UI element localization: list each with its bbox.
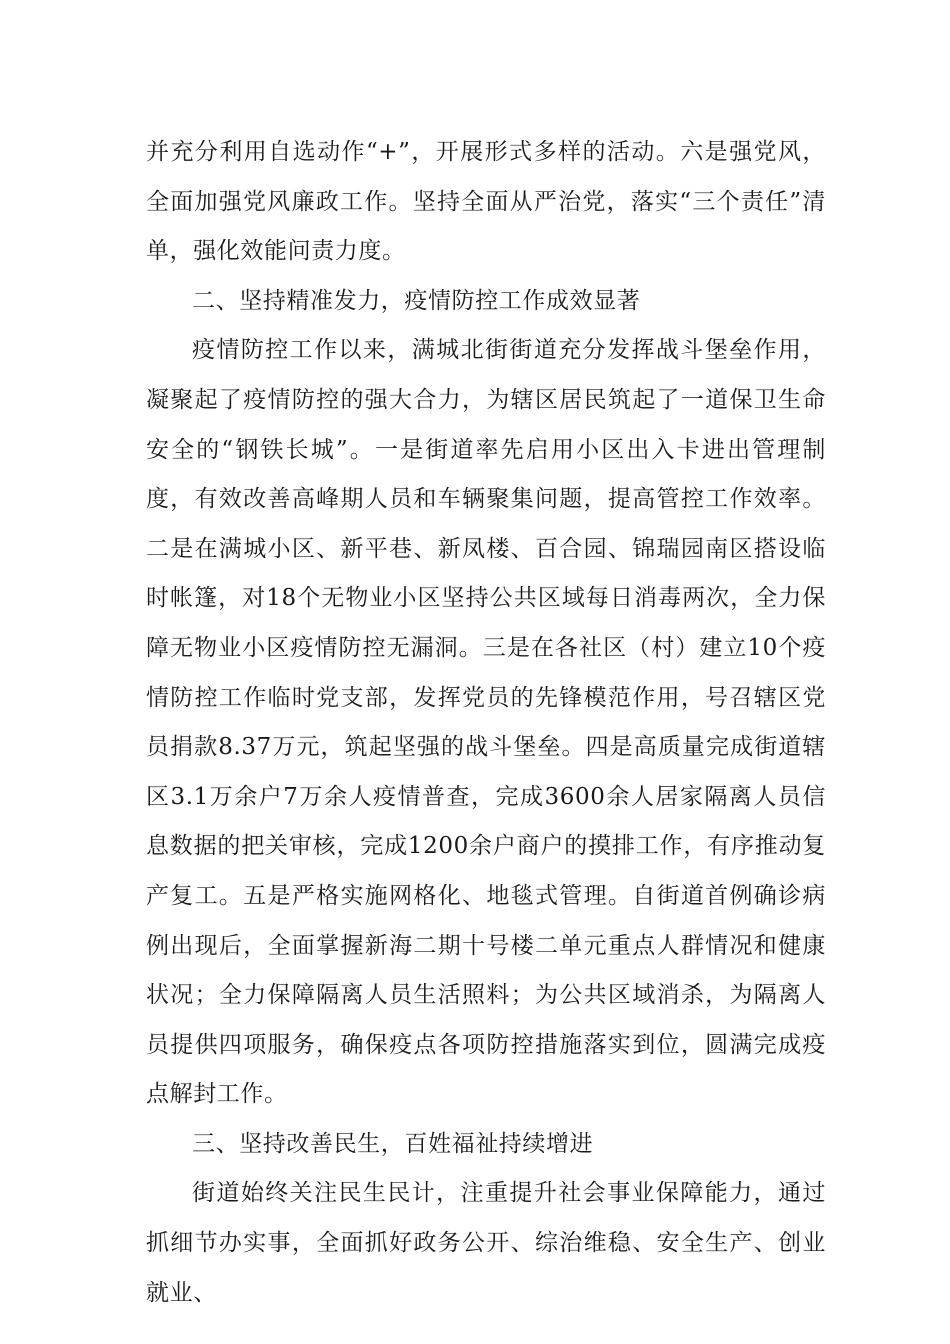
paragraph-continuation: 并充分利用自选动作“+”，开展形式多样的活动。六是强党风，全面加强党风廉政工作。坚持全面从严治党，落实“三个责任”清单，强化效能问责力度。 <box>146 139 826 265</box>
paragraph-epidemic-control: 疫情防控工作以来，满城北街街道充分发挥战斗堡垒作用，凝聚起了疫情防控的强大合力，为辖区居民筑起了一道保卫生命安全的“钢铁长城”。一是街道率先启用小区出入卡进出管理制度，有效改善高峰期人员和车辆聚集问题，提高管控工作效率。二是在满城小区、新平巷、新凤楼、百合园、锦瑞园南区搭设临时帐篷，对18个无物业小区坚持公共区域每日消毒两次，全力保障无物业小区疫情防控无漏洞。三是在各社区（村）建立10个疫情防控工作临时党支部，发挥党员的先锋模范作用，号召辖区党员捐款8.37万元，筑起坚强的战斗堡垒。四是高质量完成街道辖区3.1万余户7万余人疫情普查，完成3600余人居家隔离人员信息数据的把关审核，完成1200余户商户的摸排工作，有序推动复产复工。五是严格实施网格化、地毯式管理。自街道首例确诊病例出现后，全面掌握新海二期十号楼二单元重点人群情况和健康状况；全力保障隔离人员生活照料；为公共区域消杀，为隔离人员提供四项服务，确保疫点各项防控措施落实到位，圆满完成疫点解封工作。 <box>146 337 826 1108</box>
document-body <box>146 128 826 1318</box>
section-heading-2: 二、坚持精准发力，疫情防控工作成效显著 <box>192 287 641 314</box>
paragraph-livelihood: 街道始终关注民生民计，注重提升社会事业保障能力，通过抓细节办实事，全面抓好政务公开、综治维稳、安全生产、创业就业、 <box>146 1180 826 1306</box>
section-heading-3: 三、坚持改善民生，百姓福祉持续增进 <box>192 1130 594 1157</box>
